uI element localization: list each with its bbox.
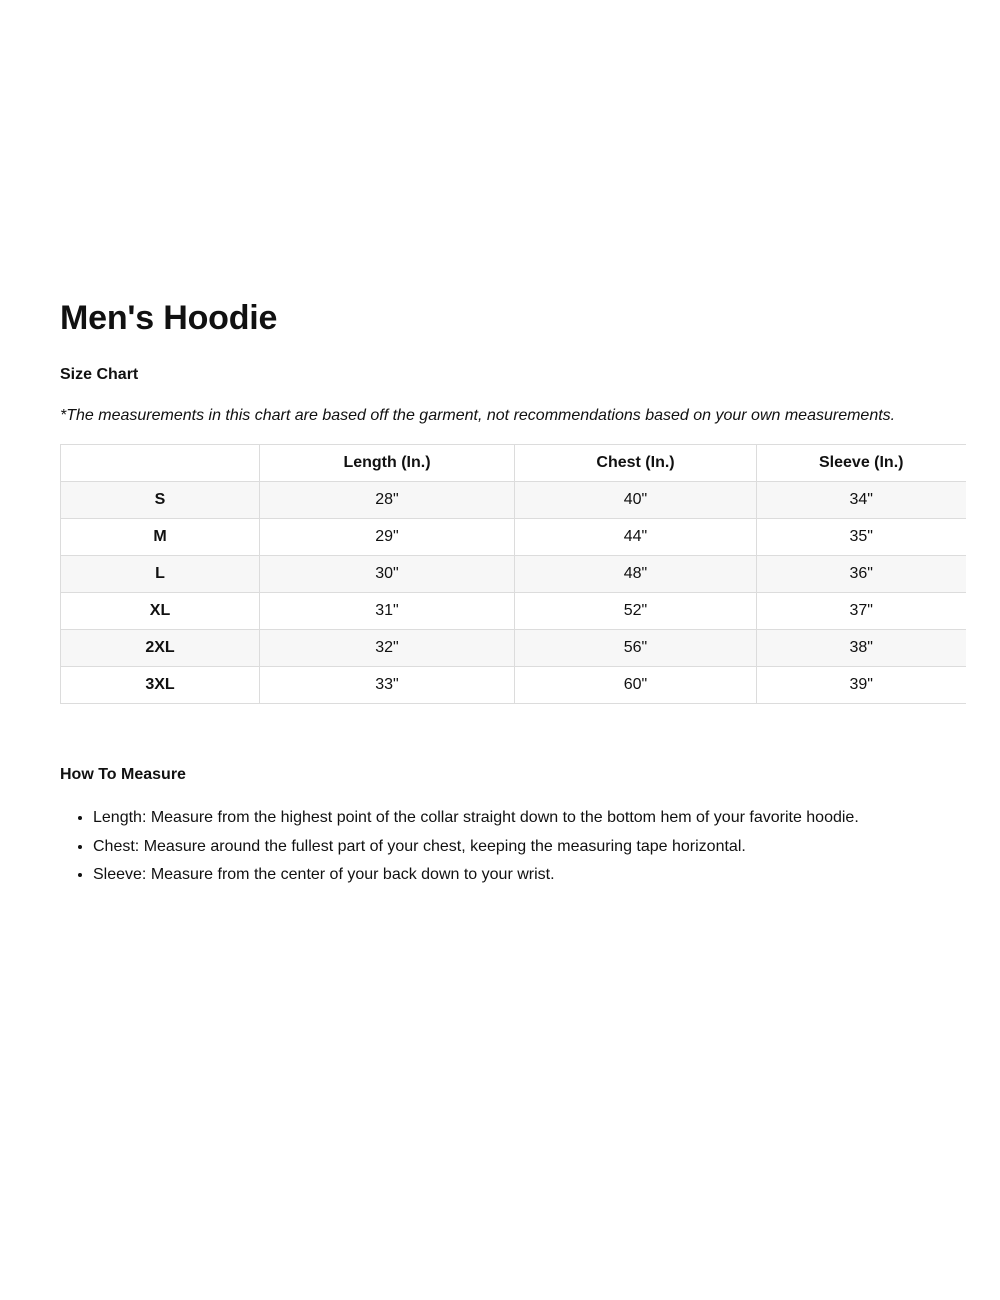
sleeve-cell: 37" — [757, 593, 966, 630]
sleeve-cell: 35" — [757, 519, 966, 556]
size-chart-table — [60, 444, 966, 704]
header-size — [61, 445, 260, 482]
table-header-row — [61, 445, 966, 482]
table-row — [61, 630, 966, 667]
length-cell: 28" — [260, 482, 515, 519]
table-row — [61, 667, 966, 704]
page-title: Men's Hoodie — [60, 299, 278, 337]
table-row — [61, 556, 966, 593]
sleeve-cell: 34" — [757, 482, 966, 519]
size-guide-content — [60, 296, 965, 890]
table-row — [61, 482, 966, 519]
list-item: • Sleeve: Measure from the center of your back down to your wrist. — [93, 861, 965, 890]
length-cell: 31" — [260, 593, 515, 630]
how-to-measure-list — [60, 804, 965, 890]
table-row — [61, 593, 966, 630]
length-cell: 33" — [260, 667, 515, 704]
size-cell: 3XL — [61, 667, 260, 704]
chest-cell: 40" — [515, 482, 757, 519]
header-length: Length (In.) — [260, 445, 515, 482]
chest-cell: 56" — [515, 630, 757, 667]
list-item: • Chest: Measure around the fullest part of your chest, keeping the measuring tape horizontal. — [93, 833, 965, 862]
size-cell: S — [61, 482, 260, 519]
chest-cell: 52" — [515, 593, 757, 630]
length-cell: 29" — [260, 519, 515, 556]
header-chest: Chest (In.) — [515, 445, 757, 482]
chest-cell: 48" — [515, 556, 757, 593]
sleeve-cell: 38" — [757, 630, 966, 667]
list-item: • Length: Measure from the highest point of the collar straight down to the bottom hem of your favorite hoodie. — [93, 804, 965, 833]
length-cell: 32" — [260, 630, 515, 667]
size-cell: XL — [61, 593, 260, 630]
how-to-measure-heading: How To Measure — [60, 766, 186, 783]
size-cell: L — [61, 556, 260, 593]
table-row — [61, 519, 966, 556]
sleeve-cell: 39" — [757, 667, 966, 704]
chest-cell: 60" — [515, 667, 757, 704]
size-cell: 2XL — [61, 630, 260, 667]
size-chart-heading: Size Chart — [60, 366, 139, 383]
sleeve-cell: 36" — [757, 556, 966, 593]
size-cell: M — [61, 519, 260, 556]
length-cell: 30" — [260, 556, 515, 593]
measurement-note: *The measurements in this chart are based off the garment, not recommendations based on your own measurements. — [60, 407, 896, 424]
header-sleeve: Sleeve (In.) — [757, 445, 966, 482]
chest-cell: 44" — [515, 519, 757, 556]
